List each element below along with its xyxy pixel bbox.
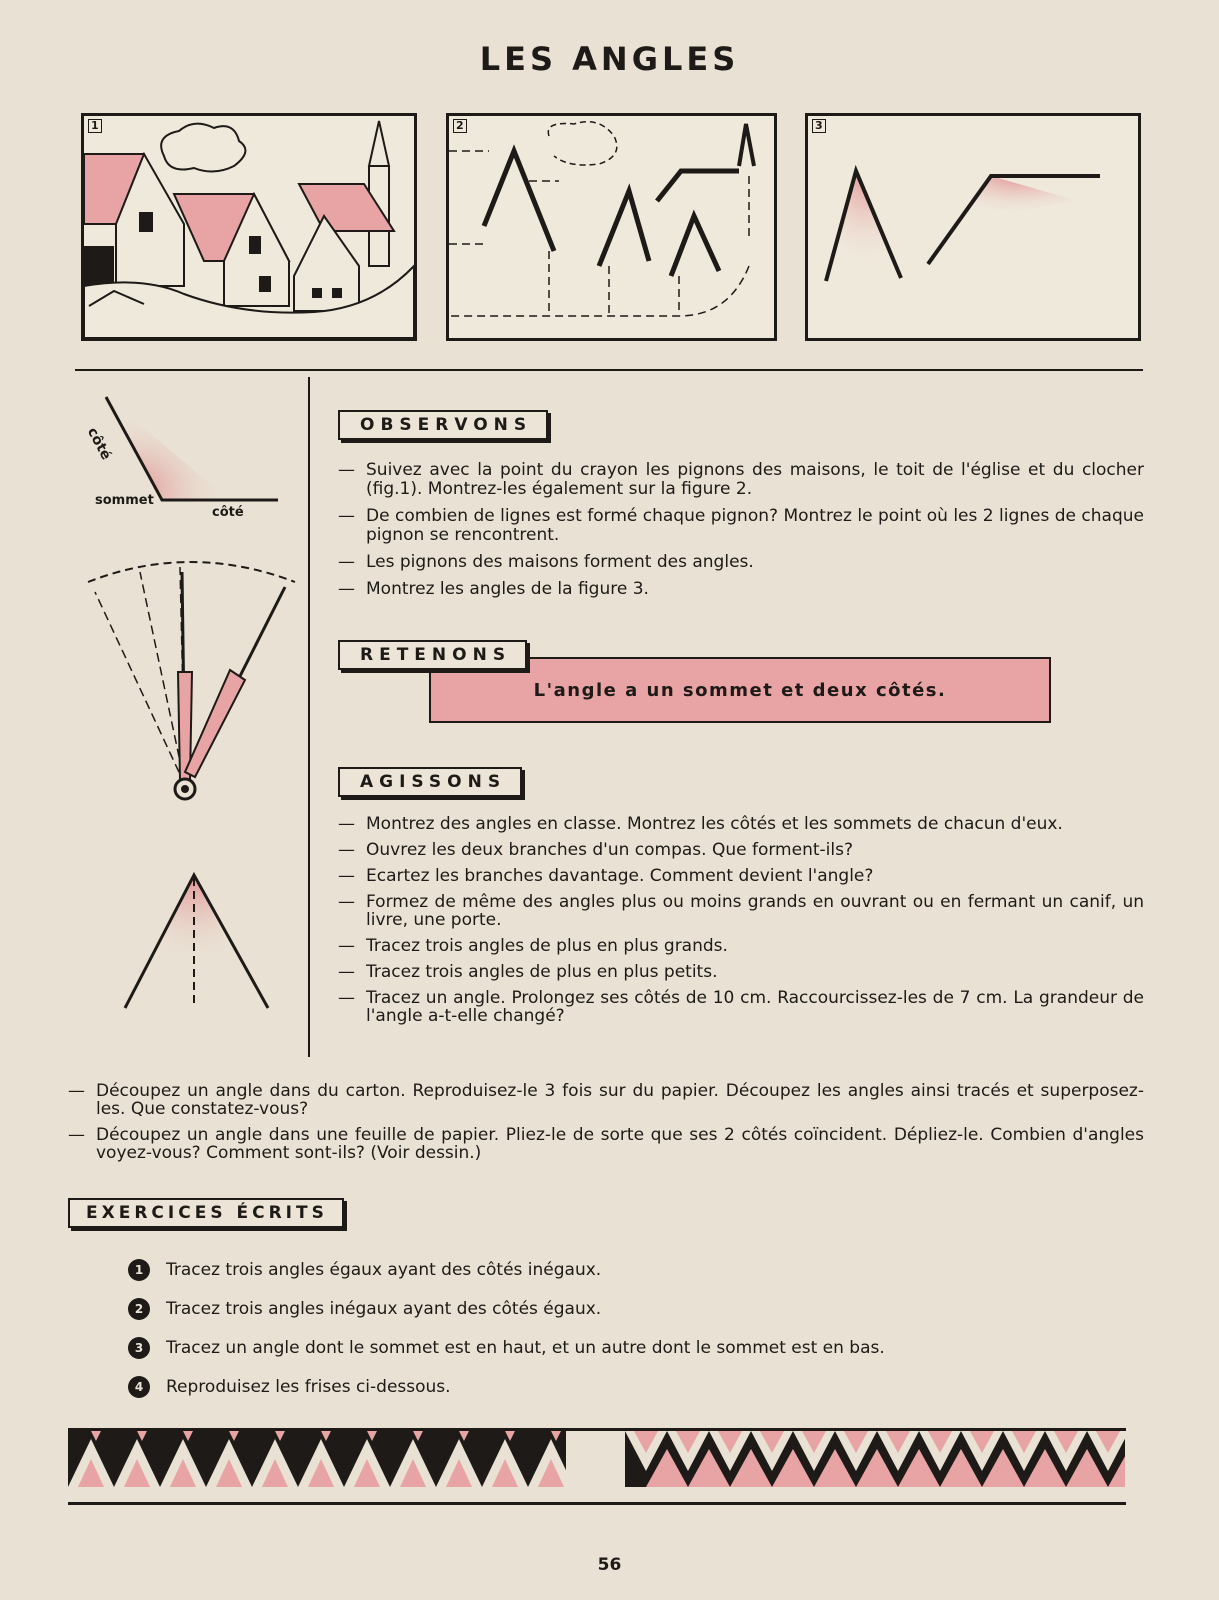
- figure-number-1: 1: [88, 119, 102, 133]
- exercise-text: Tracez trois angles inégaux ayant des côtés égaux.: [166, 1298, 602, 1319]
- exercise-number: 1: [128, 1259, 150, 1281]
- figure-number-2: 2: [453, 119, 467, 133]
- figure-2-gables: [446, 113, 777, 341]
- figure-3-angles: [805, 113, 1141, 341]
- folded-angle-diagram: [120, 870, 275, 1010]
- compass-diagram: [80, 552, 300, 812]
- list-item: [128, 1328, 1088, 1367]
- agissons-wide-list: [68, 1082, 1144, 1170]
- exercise-text: Tracez un angle dont le sommet est en haut, et un autre dont le sommet est en bas.: [166, 1337, 885, 1358]
- agissons-item-3: Ecartez les branches davantage. Comment devient l'angle?: [366, 866, 874, 886]
- agissons-list: [338, 815, 1144, 1033]
- horizontal-divider: [75, 369, 1143, 371]
- list-item: — De combien de lignes est formé chaque pignon? Montrez le point où les 2 lignes de chaque pignon se rencontrent.: [338, 506, 1144, 545]
- list-item: — Ecartez les branches davantage. Comment devient l'angle?: [338, 866, 874, 886]
- list-item: — Suivez avec la point du crayon les pignons des maisons, le toit de l'église et du clocher (fig.1). Montrez-les également sur la figure 2.: [338, 460, 1144, 499]
- cote-label-bottom: côté: [212, 505, 244, 520]
- observons-list: [338, 461, 1144, 607]
- page-title: LES ANGLES: [479, 40, 740, 78]
- observons-item-4: Montrez les angles de la figure 3.: [366, 579, 649, 599]
- cote-label-top: côté: [83, 425, 115, 463]
- list-item: — Tracez trois angles de plus en plus petits.: [338, 962, 718, 982]
- figure-number-3: 3: [812, 119, 826, 133]
- gables-illustration: [449, 116, 774, 338]
- agissons-wide-item-1: Découpez un angle dans du carton. Reproduisez-le 3 fois sur du papier. Découpez les angles ainsi tracés et superposez-les. Que constatez-vous?: [96, 1081, 1144, 1119]
- agissons-wide-item-2: Découpez un angle dans une feuille de papier. Pliez-le de sorte que ses 2 côtés coïncident. Dépliez-le. Combien d'angles voyez-vous? Comment sont-ils? (Voir dessin.): [96, 1125, 1144, 1163]
- village-illustration: [84, 116, 414, 338]
- list-item: — Montrez des angles en classe. Montrez les côtés et les sommets de chacun d'eux.: [338, 814, 1063, 834]
- list-item: — Ouvrez les deux branches d'un compas. Que forment-ils?: [338, 840, 853, 860]
- retenons-rule-box: L'angle a un sommet et deux côtés.: [429, 657, 1051, 723]
- agissons-heading: AGISSONS: [338, 767, 522, 797]
- exercise-number: 2: [128, 1298, 150, 1320]
- list-item: — Tracez trois angles de plus en plus grands.: [338, 936, 728, 956]
- list-item: — Les pignons des maisons forment des angles.: [338, 552, 754, 572]
- sommet-label: sommet: [95, 493, 154, 508]
- figure-1-village: [81, 113, 417, 341]
- frieze-right: [625, 1431, 1125, 1487]
- list-item: [128, 1250, 1088, 1289]
- observons-item-2: De combien de lignes est formé chaque pignon? Montrez le point où les 2 lignes de chaque pignon se rencontrent.: [366, 506, 1144, 545]
- list-item: — Découpez un angle dans du carton. Reproduisez-le 3 fois sur du papier. Découpez les angles ainsi tracés et superposez-les. Que constatez-vous?: [68, 1081, 1144, 1119]
- vertical-divider: [308, 377, 310, 1057]
- frieze-left: [68, 1431, 566, 1487]
- exercices-list: [128, 1250, 1088, 1406]
- list-item: — Tracez un angle. Prolongez ses côtés de 10 cm. Raccourcissez-les de 7 cm. La grandeur de l'angle a-t-elle changé?: [338, 988, 1144, 1026]
- exercise-text: Reproduisez les frises ci-dessous.: [166, 1376, 451, 1397]
- agissons-item-7: Tracez un angle. Prolongez ses côtés de 10 cm. Raccourcissez-les de 7 cm. La grandeur de l'angle a-t-elle changé?: [366, 988, 1144, 1026]
- list-item: — Formez de même des angles plus ou moins grands en ouvrant ou en fermant un canif, un livre, une porte.: [338, 892, 1144, 930]
- observons-item-1: Suivez avec la point du crayon les pignons des maisons, le toit de l'église et du clocher (fig.1). Montrez-les également sur la figure 2.: [366, 460, 1144, 499]
- list-item: [128, 1367, 1088, 1406]
- observons-heading: OBSERVONS: [338, 410, 548, 440]
- agissons-item-2: Ouvrez les deux branches d'un compas. Que forment-ils?: [366, 840, 853, 860]
- agissons-item-6: Tracez trois angles de plus en plus petits.: [366, 962, 718, 982]
- exercices-heading: EXERCICES ÉCRITS: [68, 1198, 344, 1228]
- exercise-text: Tracez trois angles égaux ayant des côtés inégaux.: [166, 1259, 602, 1280]
- list-item: — Montrez les angles de la figure 3.: [338, 579, 649, 599]
- agissons-item-1: Montrez des angles en classe. Montrez les côtés et les sommets de chacun d'eux.: [366, 814, 1063, 834]
- list-item: — Découpez un angle dans une feuille de papier. Pliez-le de sorte que ses 2 côtés coïncident. Dépliez-le. Combien d'angles voyez-vous? Comment sont-ils? (Voir dessin.): [68, 1125, 1144, 1163]
- exercise-number: 3: [128, 1337, 150, 1359]
- retenons-heading: RETENONS: [338, 640, 527, 670]
- page-number: 56: [597, 1555, 622, 1575]
- agissons-item-5: Tracez trois angles de plus en plus grands.: [366, 936, 728, 956]
- agissons-item-4: Formez de même des angles plus ou moins grands en ouvrant ou en fermant un canif, un livre, une porte.: [366, 892, 1144, 930]
- angles-illustration: [808, 116, 1138, 338]
- list-item: [128, 1289, 1088, 1328]
- observons-item-3: Les pignons des maisons forment des angles.: [366, 552, 754, 572]
- exercise-number: 4: [128, 1376, 150, 1398]
